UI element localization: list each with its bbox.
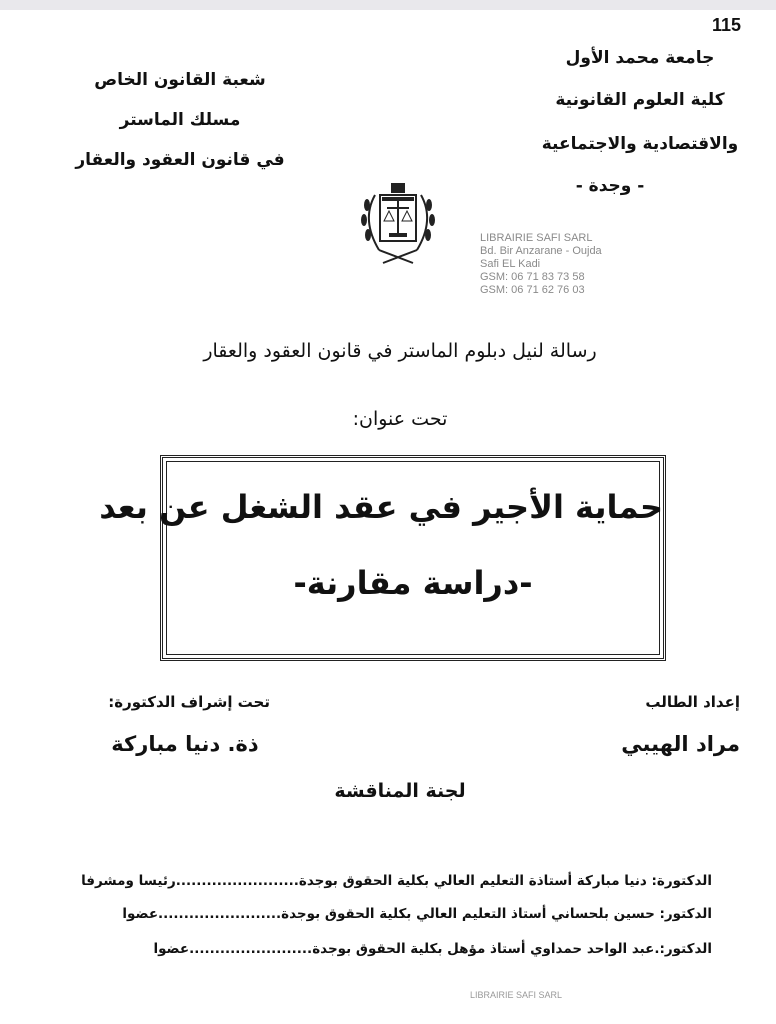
thesis-subtitle: -دراسة مقارنة- [293, 564, 533, 602]
program-specialty: في قانون العقود والعقار [75, 150, 285, 170]
stamp-line: GSM: 06 71 62 76 03 [480, 284, 585, 296]
faint-stamp [470, 990, 562, 1001]
stamp-line: GSM: 06 71 83 73 58 [480, 271, 585, 283]
student-label: إعداد الطالب [645, 693, 740, 711]
program-branch: شعبة القانون الخاص [94, 70, 266, 90]
stamp-line: Bd. Bir Anzarane - Oujda [480, 245, 602, 257]
member-description: الدكتورة: دنيا مباركة أستاذة التعليم العالي بكلية الحقوق بوجدة [298, 873, 712, 889]
program-track: مسلك الماستر [119, 110, 241, 130]
faculty-name-1: كلية العلوم القانونية [555, 90, 725, 110]
member-role: رئيسا ومشرفا [81, 873, 176, 889]
scan-top-band [0, 0, 776, 10]
page-number: 115 [712, 15, 742, 35]
title-box [99, 455, 666, 661]
member-dots: ........................ [175, 873, 299, 889]
member-role: عضوا [153, 941, 190, 957]
supervisor-name: ذة. دنيا مباركة [111, 732, 259, 756]
supervisor-label: تحت إشراف الدكتورة: [108, 693, 270, 711]
university-name: جامعة محمد الأول [565, 48, 715, 68]
stamp-line: LIBRAIRIE SAFI SARL [470, 990, 563, 1000]
member-dots: ........................ [189, 941, 313, 957]
thesis-purpose: رسالة لنيل دبلوم الماستر في قانون العقود والعقار [203, 340, 597, 362]
faculty-name-2: والاقتصادية والاجتماعية [541, 134, 739, 154]
committee-member [153, 940, 712, 958]
bookshop-stamp [480, 232, 602, 297]
committee-member [81, 872, 712, 890]
member-description: الدكتور:.عبد الواحد حمداوي أستاذ مؤهل بكلية الحقوق بوجدة [312, 941, 712, 957]
member-role: عضوا [122, 906, 159, 922]
stamp-line: Safi EL Kadi [480, 258, 541, 270]
stamp-line: LIBRAIRIE SAFI SARL [480, 232, 593, 244]
member-dots: ........................ [158, 906, 282, 922]
committee-heading: لجنة المناقشة [334, 780, 466, 802]
committee-member [122, 905, 712, 923]
scales-of-justice-emblem-icon [355, 175, 441, 265]
student-name: مراد الهيبي [621, 732, 740, 756]
under-title-label: تحت عنوان: [352, 408, 448, 430]
thesis-title: حماية الأجير في عقد الشغل عن بعد [99, 488, 663, 526]
member-description: الدكتور: حسين بلحساني أستاذ التعليم العالي بكلية الحقوق بوجدة [281, 906, 712, 922]
city-name: - وجدة - [575, 176, 645, 196]
